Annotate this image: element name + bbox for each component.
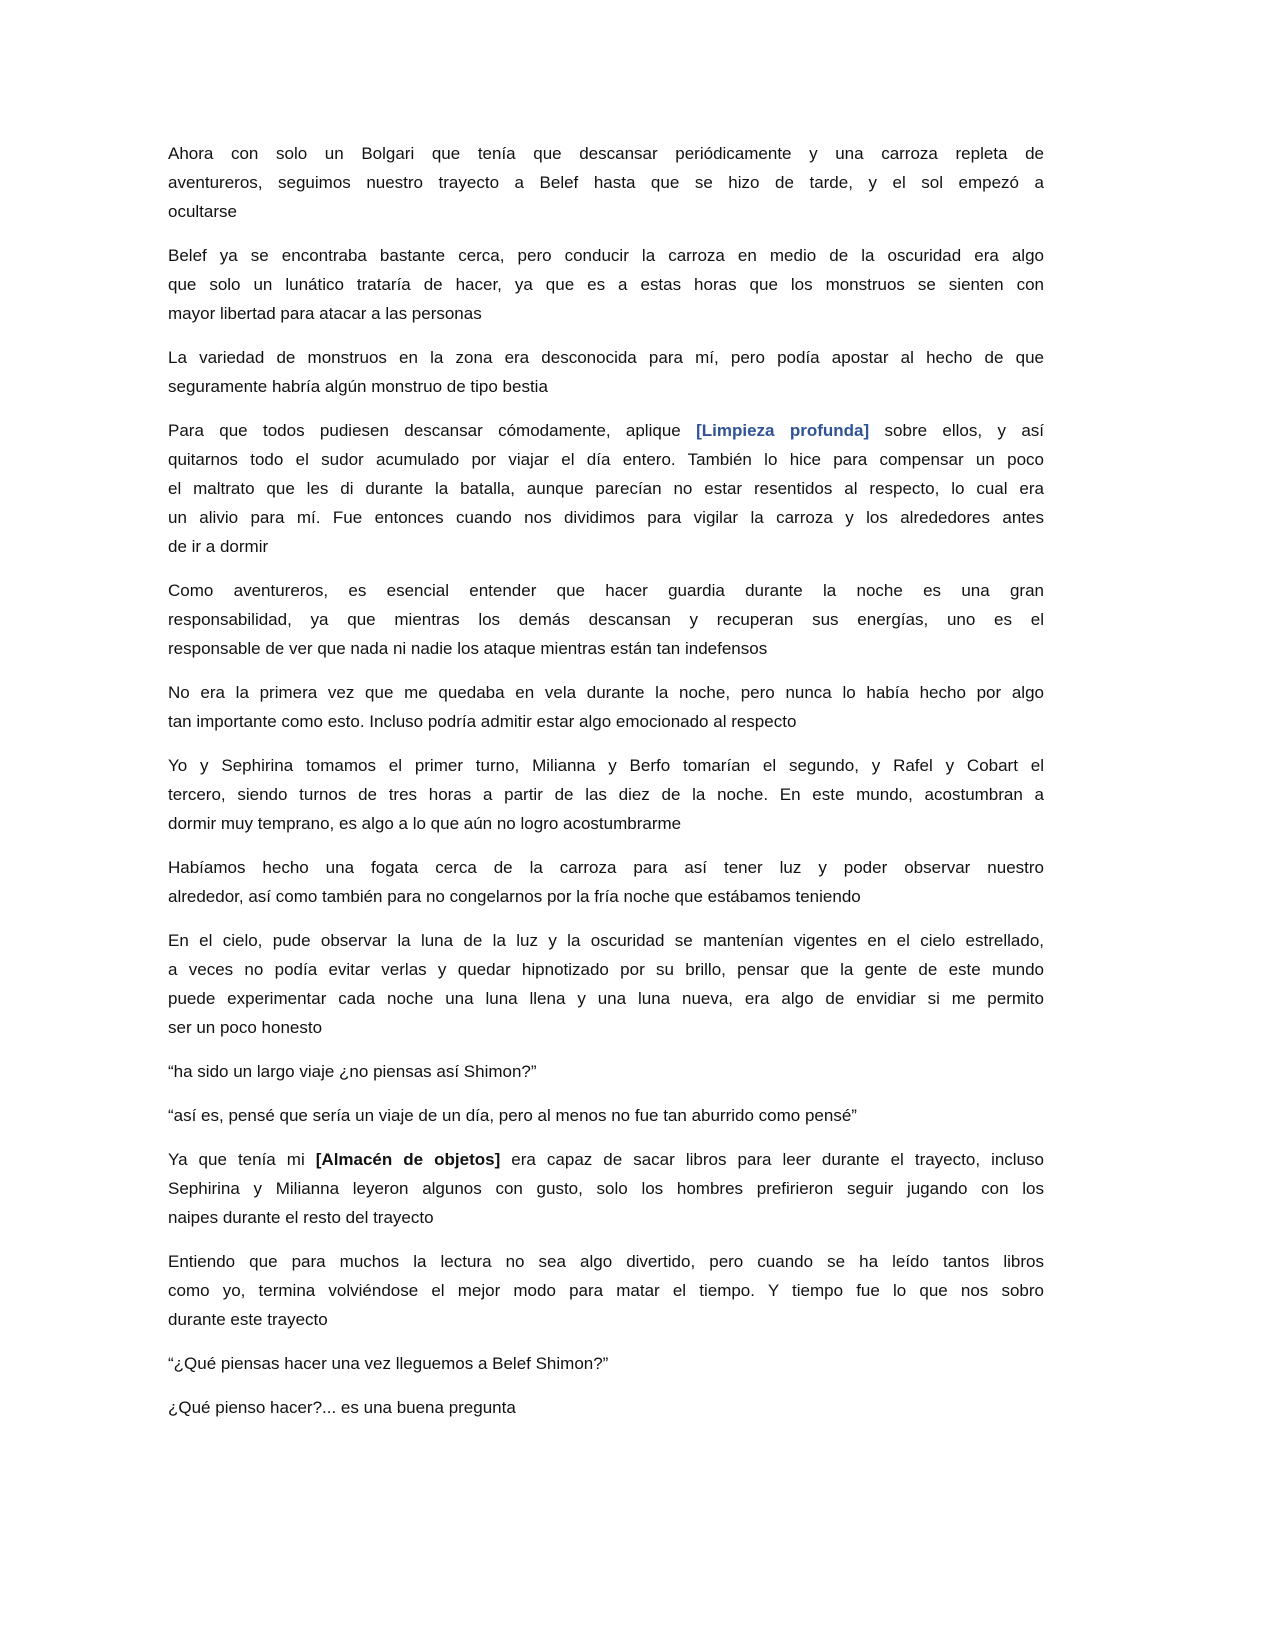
text-line: de ir a dormir xyxy=(168,537,269,556)
text-line: alrededor, así como también para no congelarnos por la fría noche que estábamos teniendo xyxy=(168,887,861,906)
text-line: ser un poco honesto xyxy=(168,1018,323,1037)
text-line: La variedad de monstruos en la zona era desconocida para mí, pero podía apostar al hecho de que xyxy=(168,348,1044,367)
text-line: tan importante como esto. Incluso podría admitir estar algo emocionado al respecto xyxy=(168,712,797,731)
paragraph xyxy=(168,1101,1044,1130)
text-line: mayor libertad para atacar a las personas xyxy=(168,304,482,323)
text-line: a veces no podía evitar verlas y quedar hipnotizado por su brillo, pensar que la gente de este mundo xyxy=(168,960,1044,979)
text-line: “¿Qué piensas hacer una vez lleguemos a Belef Shimon?” xyxy=(168,1354,609,1373)
paragraph xyxy=(168,343,1044,401)
text-line: como yo, termina volviéndose el mejor modo para matar el tiempo. Y tiempo fue lo que nos sobro xyxy=(168,1281,1044,1300)
paragraph xyxy=(168,678,1044,736)
text-line: Habíamos hecho una fogata cerca de la carroza para así tener luz y poder observar nuestro xyxy=(168,858,1044,877)
text-line: Yo y Sephirina tomamos el primer turno, Milianna y Berfo tomarían el segundo, y Rafel y Cobart el xyxy=(168,756,1044,775)
paragraph xyxy=(168,1349,1044,1378)
text-line: aventureros, seguimos nuestro trayecto a Belef hasta que se hizo de tarde, y el sol empezó a xyxy=(168,173,1044,192)
text-line: No era la primera vez que me quedaba en vela durante la noche, pero nunca lo había hecho por algo xyxy=(168,683,1044,702)
text-line: responsabilidad, ya que mientras los demás descansan y recuperan sus energías, uno es el xyxy=(168,610,1044,629)
text-line: Ahora con solo un Bolgari que tenía que descansar periódicamente y una carroza repleta de xyxy=(168,144,1044,163)
paragraph xyxy=(168,751,1044,838)
text-line: que solo un lunático trataría de hacer, ya que es a estas horas que los monstruos se sienten con xyxy=(168,275,1044,294)
text-line xyxy=(168,1145,1044,1174)
text-line xyxy=(168,416,1044,445)
text-span: Para que todos pudiesen descansar cómodamente, aplique xyxy=(168,421,697,440)
text-line: un alivio para mí. Fue entonces cuando nos dividimos para vigilar la carroza y los alrededores antes xyxy=(168,508,1044,527)
text-line: “ha sido un largo viaje ¿no piensas así Shimon?” xyxy=(168,1062,537,1081)
text-line: el maltrato que les di durante la batalla, aunque parecían no estar resentidos al respecto, lo cual era xyxy=(168,479,1044,498)
paragraph xyxy=(168,416,1044,561)
text-line: tercero, siendo turnos de tres horas a partir de las diez de la noche. En este mundo, acostumbran a xyxy=(168,785,1044,804)
text-line: responsable de ver que nada ni nadie los ataque mientras están tan indefensos xyxy=(168,639,768,658)
text-span: era capaz de sacar libros para leer durante el trayecto, incluso xyxy=(500,1150,1044,1169)
text-line: durante este trayecto xyxy=(168,1310,328,1329)
skill-name: [Limpieza profunda] xyxy=(696,421,870,440)
paragraph xyxy=(168,1145,1044,1232)
text-span: Ya que tenía mi xyxy=(168,1150,316,1169)
skill-name: [Almacén de objetos] xyxy=(315,1150,501,1169)
text-line: naipes durante el resto del trayecto xyxy=(168,1208,434,1227)
paragraph xyxy=(168,853,1044,911)
document-page xyxy=(168,139,1044,1437)
text-line: Belef ya se encontraba bastante cerca, pero conducir la carroza en medio de la oscuridad era algo xyxy=(168,246,1044,265)
text-line: “así es, pensé que sería un viaje de un día, pero al menos no fue tan aburrido como pensé” xyxy=(168,1106,857,1125)
paragraph xyxy=(168,1247,1044,1334)
paragraph xyxy=(168,926,1044,1042)
text-line: ocultarse xyxy=(168,202,237,221)
text-line: En el cielo, pude observar la luna de la luz y la oscuridad se mantenían vigentes en el cielo estrellado, xyxy=(168,931,1044,950)
text-line: ¿Qué pienso hacer?... es una buena pregunta xyxy=(168,1398,516,1417)
text-line: Entiendo que para muchos la lectura no sea algo divertido, pero cuando se ha leído tantos libros xyxy=(168,1252,1044,1271)
text-line: puede experimentar cada noche una luna llena y una luna nueva, era algo de envidiar si me permito xyxy=(168,989,1044,1008)
text-line: Como aventureros, es esencial entender que hacer guardia durante la noche es una gran xyxy=(168,581,1044,600)
text-line: seguramente habría algún monstruo de tipo bestia xyxy=(168,377,548,396)
paragraph xyxy=(168,1057,1044,1086)
paragraph xyxy=(168,139,1044,226)
text-line: quitarnos todo el sudor acumulado por viajar el día entero. También lo hice para compensar un poco xyxy=(168,450,1044,469)
text-span: sobre ellos, y así xyxy=(869,421,1044,440)
paragraph xyxy=(168,576,1044,663)
paragraph xyxy=(168,1393,1044,1422)
text-line: Sephirina y Milianna leyeron algunos con gusto, solo los hombres prefirieron seguir jugando con los xyxy=(168,1179,1044,1198)
text-line: dormir muy temprano, es algo a lo que aún no logro acostumbrarme xyxy=(168,814,682,833)
paragraph xyxy=(168,241,1044,328)
